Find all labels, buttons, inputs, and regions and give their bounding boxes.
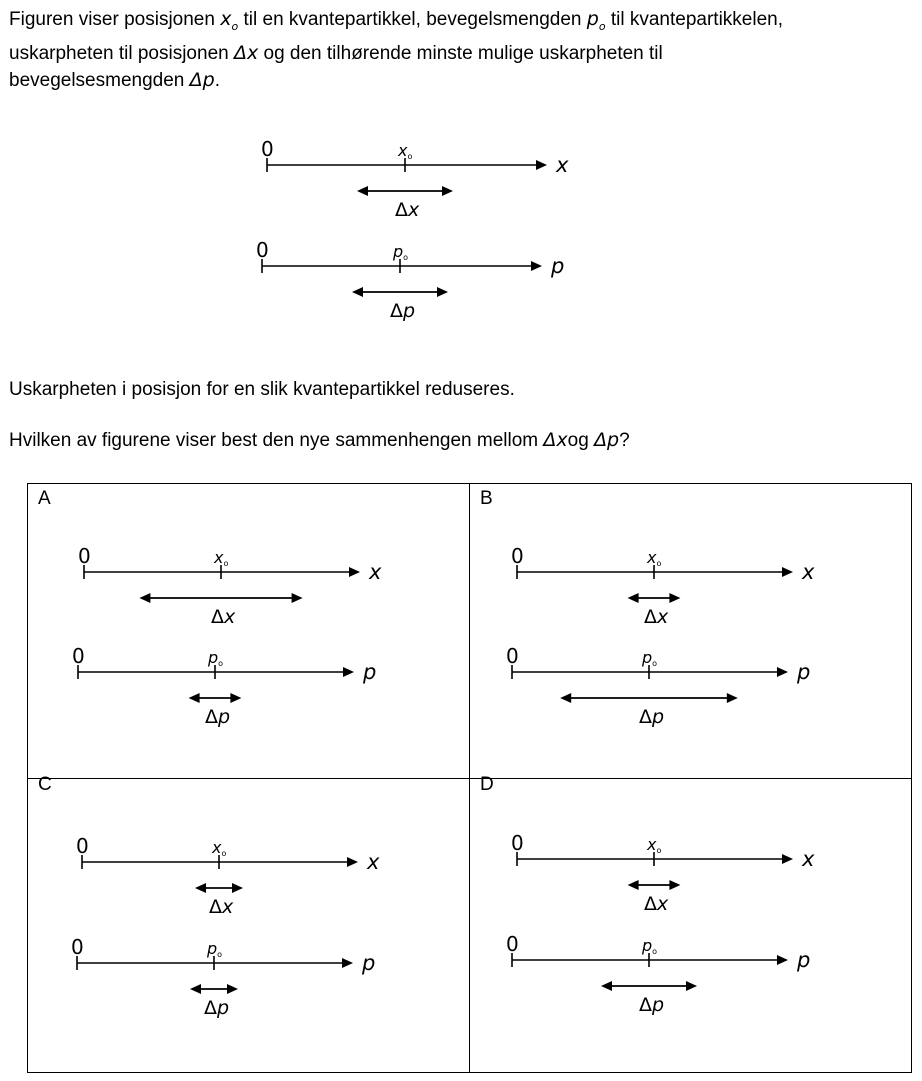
question-part: ? bbox=[619, 430, 630, 451]
origin-label: 0 bbox=[256, 238, 269, 262]
delta-p-arrowhead-left bbox=[560, 693, 571, 703]
delta-p-label: Δp bbox=[639, 994, 665, 1016]
x0-subscript: o bbox=[221, 849, 227, 858]
x-axis-label: x bbox=[802, 847, 815, 871]
p-axis bbox=[256, 238, 564, 322]
delta-x-label: Δx bbox=[209, 896, 234, 918]
intro-part: bevegelsesmengden bbox=[9, 69, 185, 91]
x-axis bbox=[76, 834, 380, 918]
p0-label: po bbox=[642, 648, 658, 668]
x0-label: xo bbox=[647, 548, 662, 568]
x-axis-label: x bbox=[369, 560, 382, 584]
p0-subscript: o bbox=[652, 659, 658, 668]
question-part: Hvilken av figurene viser best den nye sammenhengen mellom bbox=[9, 430, 539, 451]
option-d-diagram bbox=[470, 770, 912, 1070]
p0-subscript: o bbox=[652, 947, 658, 956]
delta-x-arrowhead-right bbox=[232, 883, 243, 893]
option-letter: B bbox=[480, 488, 493, 509]
p0-subscript: o bbox=[218, 659, 224, 668]
p-axis bbox=[506, 644, 810, 728]
option-b-diagram bbox=[470, 484, 912, 784]
reduction-statement: Uskarpheten i posisjon for en slik kvantepartikkel reduseres. bbox=[9, 379, 515, 400]
option-b[interactable] bbox=[470, 484, 912, 779]
p-axis-label: p bbox=[797, 660, 811, 684]
p-axis-arrowhead bbox=[777, 667, 788, 677]
delta-x-label: Δx bbox=[211, 606, 236, 628]
x0-label: xo bbox=[647, 835, 662, 855]
x0-subscript: o bbox=[223, 559, 229, 568]
p-axis-label: p bbox=[363, 660, 377, 684]
delta-p-label: Δp bbox=[204, 997, 230, 1019]
x-axis-arrowhead bbox=[782, 854, 793, 864]
x-axis bbox=[261, 137, 569, 221]
delta-p-label: Δp bbox=[205, 706, 231, 728]
option-a[interactable] bbox=[28, 484, 470, 779]
origin-label: 0 bbox=[78, 544, 91, 568]
p0-label: po bbox=[642, 936, 658, 956]
delta-x-symbol: Δx bbox=[543, 429, 568, 451]
delta-x-label: Δx bbox=[644, 893, 669, 915]
delta-p-arrowhead-left bbox=[601, 981, 612, 991]
intro-part: og den tilhørende minste mulige uskarpheten til bbox=[263, 42, 663, 64]
delta-p-arrowhead-right bbox=[227, 984, 238, 994]
p-axis-arrowhead bbox=[343, 667, 354, 677]
p-axis-label: p bbox=[362, 951, 376, 975]
option-letter: D bbox=[480, 774, 494, 795]
p0-label: po bbox=[393, 242, 409, 262]
delta-x-arrowhead-left bbox=[139, 593, 150, 603]
x0-label: xo bbox=[212, 838, 227, 858]
origin-label: 0 bbox=[511, 544, 524, 568]
p-axis-label: p bbox=[551, 254, 565, 278]
delta-p-arrowhead-right bbox=[230, 693, 241, 703]
intro-part: til kvantepartikkelen, bbox=[610, 9, 783, 30]
p-axis-arrowhead bbox=[531, 261, 542, 271]
delta-p-symbol: Δp bbox=[594, 429, 620, 451]
intro-part: . bbox=[214, 69, 220, 91]
delta-x-arrowhead-right bbox=[442, 186, 453, 196]
delta-p-arrowhead-left bbox=[189, 693, 200, 703]
p-axis-arrowhead bbox=[777, 955, 788, 965]
delta-x-arrowhead-left bbox=[357, 186, 368, 196]
option-d[interactable] bbox=[470, 770, 912, 1072]
delta-p-arrowhead-right bbox=[727, 693, 738, 703]
x0-label: xo bbox=[214, 548, 229, 568]
delta-p-arrowhead-right bbox=[686, 981, 697, 991]
x-axis-arrowhead bbox=[349, 567, 360, 577]
question-text bbox=[9, 427, 630, 454]
delta-p-arrowhead-left bbox=[352, 287, 363, 297]
x-axis bbox=[78, 544, 382, 628]
x0-label: xo bbox=[398, 141, 413, 161]
delta-x-arrowhead-left bbox=[195, 883, 206, 893]
delta-x-arrowhead-right bbox=[292, 593, 303, 603]
intro-part: til en kvantepartikkel, bevegelsmengden bbox=[243, 9, 582, 30]
p0-subscript: o bbox=[217, 950, 223, 959]
delta-p-label: Δp bbox=[390, 300, 416, 322]
x0-symbol: $x_o$ bbox=[220, 8, 239, 33]
p0-symbol: $p_o$ bbox=[586, 8, 606, 33]
x-axis-arrowhead bbox=[536, 160, 547, 170]
x-axis-label: x bbox=[556, 153, 569, 177]
origin-label: 0 bbox=[261, 137, 274, 161]
x0-subscript: o bbox=[656, 559, 662, 568]
x-axis-arrowhead bbox=[782, 567, 793, 577]
p-axis bbox=[72, 644, 376, 728]
origin-label: 0 bbox=[71, 935, 84, 959]
delta-p-arrowhead-left bbox=[190, 984, 201, 994]
delta-x-arrowhead-right bbox=[669, 880, 680, 890]
option-letter: C bbox=[38, 774, 52, 795]
delta-x-arrowhead-right bbox=[669, 593, 680, 603]
intro-part: Figuren viser posisjonen bbox=[9, 9, 215, 30]
intro-part: uskarpheten til posisjonen bbox=[9, 42, 229, 64]
origin-label: 0 bbox=[506, 644, 519, 668]
x-axis bbox=[511, 544, 815, 628]
delta-x-label: Δx bbox=[644, 606, 669, 628]
p0-subscript: o bbox=[403, 253, 409, 262]
p-axis-arrowhead bbox=[342, 958, 353, 968]
delta-x-symbol: Δx bbox=[233, 41, 259, 64]
x-axis-label: x bbox=[367, 850, 380, 874]
origin-label: 0 bbox=[72, 644, 85, 668]
delta-p-symbol: Δp bbox=[189, 68, 215, 91]
x-axis-arrowhead bbox=[347, 857, 358, 867]
x0-subscript: o bbox=[656, 846, 662, 855]
option-c-diagram bbox=[28, 770, 470, 1070]
origin-label: 0 bbox=[506, 932, 519, 956]
delta-x-arrowhead-left bbox=[628, 593, 639, 603]
delta-p-arrowhead-right bbox=[437, 287, 448, 297]
origin-label: 0 bbox=[511, 831, 524, 855]
delta-x-label: Δx bbox=[395, 199, 420, 221]
p-axis-label: p bbox=[797, 948, 811, 972]
option-a-diagram bbox=[28, 484, 470, 784]
p0-label: po bbox=[208, 648, 224, 668]
x-axis-label: x bbox=[802, 560, 815, 584]
x-axis bbox=[511, 831, 815, 915]
option-letter: A bbox=[38, 488, 51, 509]
option-c[interactable] bbox=[28, 770, 470, 1072]
x0-subscript: o bbox=[407, 152, 413, 161]
delta-p-label: Δp bbox=[639, 706, 665, 728]
p-axis bbox=[506, 932, 810, 1016]
origin-label: 0 bbox=[76, 834, 89, 858]
p-axis bbox=[71, 935, 375, 1019]
question-part: og bbox=[567, 430, 589, 451]
options-grid bbox=[27, 483, 912, 1073]
delta-x-arrowhead-left bbox=[628, 880, 639, 890]
p0-label: po bbox=[207, 939, 223, 959]
